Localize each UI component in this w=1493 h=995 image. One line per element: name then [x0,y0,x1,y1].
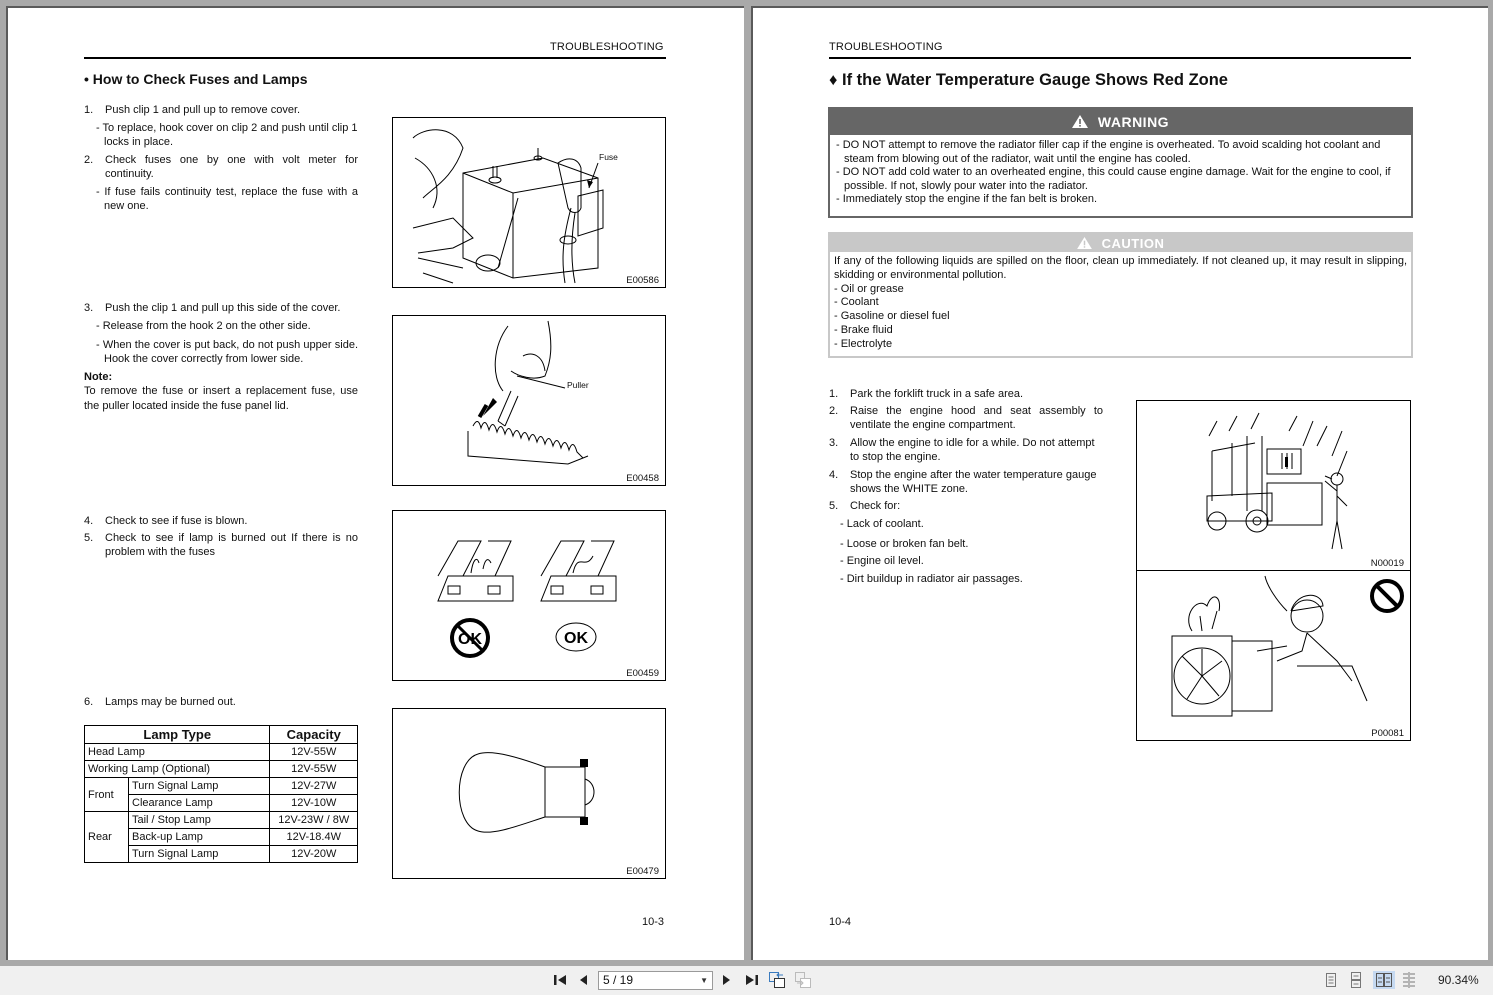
caution-item: - Coolant [834,296,879,309]
section-title: • How to Check Fuses and Lamps [84,71,308,87]
step-text: Push the clip 1 and pull up this side of the cover. [105,302,341,314]
lamp-type-cell: Clearance Lamp [129,795,270,812]
two-page-continuous-view-button[interactable] [1400,971,1418,989]
running-header: TROUBLESHOOTING [550,41,664,53]
step-item [829,499,1103,513]
step-item [84,695,358,709]
header-rule [84,57,666,59]
step-number: 5. [84,532,94,544]
group-cell: Rear [85,812,129,863]
figure-code: E00479 [626,866,659,877]
caution-item: - Electrolyte [834,337,893,350]
figure-code: E00459 [626,668,659,679]
pdf-page-left [6,6,744,960]
two-page-continuous-icon [1401,972,1417,988]
step-number: 1. [829,388,839,400]
step-number: 5. [829,500,839,512]
capacity-cell: 12V-10W [270,795,358,812]
step-number: 1. [84,104,94,116]
page-indicator: 5 / 19 [603,973,634,987]
steps-group-2 [84,301,358,414]
capacity-cell: 12V-27W [270,778,358,795]
step-item [829,468,1103,496]
forklift-operator-illustration [1137,401,1410,570]
lamp-type-cell: Back-up Lamp [129,829,270,846]
first-page-button[interactable] [551,971,569,989]
page-number: 10-3 [642,916,665,928]
step-text: Raise the engine hood and seat assembly to ventilate the engine compartment. [850,405,1103,431]
blade-fuses-illustration [393,511,665,680]
figure-fuse-puller [392,315,666,486]
step-item [84,153,358,181]
step-number: 3. [829,437,839,449]
radiator-steam-illustration [1137,571,1410,740]
step-number: 6. [84,696,94,708]
column-header: Capacity [270,726,358,744]
step-subitem: - To replace, hook cover on clip 2 and push until clip 1 locks in place. [96,122,358,148]
two-page-view-button[interactable] [1373,971,1395,989]
step-text: Stop the engine after the water temperature gauge shows the WHITE zone. [850,469,1097,495]
caution-triangle-icon [1077,237,1092,249]
single-page-view-button[interactable] [1322,971,1340,989]
continuous-page-icon [1349,972,1363,988]
figure-radiator-danger [1136,570,1411,741]
step-item [84,514,358,528]
lamp-type-cell: Turn Signal Lamp [129,846,270,863]
table-row [85,761,358,778]
zoom-level[interactable]: 90.34% [1438,973,1479,987]
steps-group-1 [84,103,358,213]
figure-code: N00019 [1370,558,1404,569]
caution-label: CAUTION [1101,236,1165,251]
pdf-page-right [751,6,1488,960]
lamp-type-cell: Tail / Stop Lamp [129,812,270,829]
last-page-button[interactable] [743,971,761,989]
caution-item: - Oil or grease [834,282,904,295]
step-text: Lamps may be burned out. [105,696,236,708]
step-text: Check to see if fuse is blown. [105,515,248,527]
single-page-icon [1324,972,1338,988]
step-item [84,103,358,117]
last-page-icon [745,973,759,987]
figure-code: E00586 [626,275,659,286]
next-view-icon [794,971,812,989]
running-header: TROUBLESHOOTING [829,41,943,53]
dropdown-arrow-icon: ▼ [700,976,708,985]
section-title: ♦ If the Water Temperature Gauge Shows Red Zone [829,71,1228,89]
check-item: - Dirt buildup in radiator air passages. [840,573,1023,585]
step-number: 3. [84,302,94,314]
procedure-steps [829,387,1103,586]
caution-item: - Brake fluid [834,323,893,336]
caution-item: - Gasoline or diesel fuel [834,310,950,323]
lamp-type-cell: Turn Signal Lamp [129,778,270,795]
continuous-view-button[interactable] [1347,971,1365,989]
figure-code: E00458 [626,473,659,484]
puller-illustration [393,316,665,485]
step-item [829,404,1103,432]
caution-intro: If any of the following liquids are spilled on the floor, clean up immediately. If not cleaned up, it may result in slipping, skidding or environmental pollution. [834,255,1407,281]
warning-label: WARNING [1097,114,1170,130]
step-item [829,387,1103,401]
note-label: Note: [84,371,113,383]
step-number: 4. [84,515,94,527]
go-forward-view-button[interactable] [793,971,813,989]
figure-forklift-idle [1136,400,1411,571]
caution-body [830,252,1411,356]
next-page-button[interactable] [720,971,734,989]
warning-body [830,135,1411,212]
lamp-table [84,725,358,863]
lamp-type-cell: Head Lamp [85,744,270,761]
table-row [85,744,358,761]
fuse-callout: Fuse [599,152,618,162]
caution-header [830,234,1411,252]
warning-item: - DO NOT attempt to remove the radiator filler cap if the engine is overheated. To avoid scalding hot coolant and steam from blowing out of the radiator, wait until the engine has cooled. [836,139,1381,165]
viewer-toolbar [0,966,1493,995]
figure-code: P00081 [1371,728,1404,739]
figure-bulb [392,708,666,879]
figure-fuse-location [392,117,666,288]
figure-fuse-comparison [392,510,666,681]
group-cell: Front [85,778,129,812]
step-subitem: - Release from the hook 2 on the other side. [96,320,311,332]
two-page-icon [1375,972,1393,988]
lamp-type-cell: Working Lamp (Optional) [85,761,270,778]
step-item [84,531,358,559]
step-text: Check for: [850,500,901,512]
ok-good-mark: OK [564,630,588,647]
check-item: - Engine oil level. [840,555,924,567]
step-item [829,436,1103,464]
page-number-select[interactable] [598,971,713,990]
capacity-cell: 12V-55W [270,761,358,778]
go-back-view-button[interactable] [767,971,787,989]
step-text: Push clip 1 and pull up to remove cover. [105,104,301,116]
capacity-cell: 12V-23W / 8W [270,812,358,829]
header-rule [829,57,1411,59]
capacity-cell: 12V-55W [270,744,358,761]
check-item: - Loose or broken fan belt. [840,538,969,550]
table-row [85,778,358,795]
table-header-row [85,726,358,744]
table-row [85,812,358,829]
step-item [84,301,358,315]
step-number: 4. [829,469,839,481]
bulb-illustration [393,709,665,878]
step-text: Check to see if lamp is burned out If there is no problem with the fuses [105,532,358,558]
step-text: Check fuses one by one with volt meter for continuity. [105,154,358,180]
warning-item: - DO NOT add cold water to an overheated engine, this could cause engine damage. Wait for the engine to cool, if possible. If not, slowly pour water into the radiator. [836,166,1391,192]
step-subitem: - When the cover is put back, do not push upper side. Hook the cover correctly from lower side. [96,339,358,365]
first-page-icon [553,973,567,987]
step-subitem: - If fuse fails continuity test, replace the fuse with a new one. [96,186,358,212]
column-header: Lamp Type [85,726,270,744]
capacity-cell: 12V-18.4W [270,829,358,846]
page-number: 10-4 [829,916,852,928]
step-number: 2. [84,154,94,166]
warning-triangle-icon [1072,115,1088,128]
check-item: - Lack of coolant. [840,518,924,530]
fuse-box-illustration [393,118,665,287]
steps-group-3 [84,514,358,559]
previous-page-icon [578,973,588,987]
capacity-cell: 12V-20W [270,846,358,863]
step-text: Park the forklift truck in a safe area. [850,388,1024,400]
previous-view-icon [768,971,786,989]
next-page-icon [722,973,732,987]
puller-callout: Puller [567,380,589,390]
warning-item: - Immediately stop the engine if the fan belt is broken. [836,193,1098,206]
ok-bad-mark: OK [458,631,482,648]
step-text: Allow the engine to idle for a while. Do not attempt to stop the engine. [850,437,1095,463]
caution-box [828,232,1413,358]
note-text: To remove the fuse or insert a replacement fuse, use the puller located inside the fuse panel lid. [84,385,358,412]
step-number: 2. [829,405,839,417]
warning-box [828,107,1413,218]
previous-page-button[interactable] [576,971,590,989]
warning-header [830,109,1411,135]
